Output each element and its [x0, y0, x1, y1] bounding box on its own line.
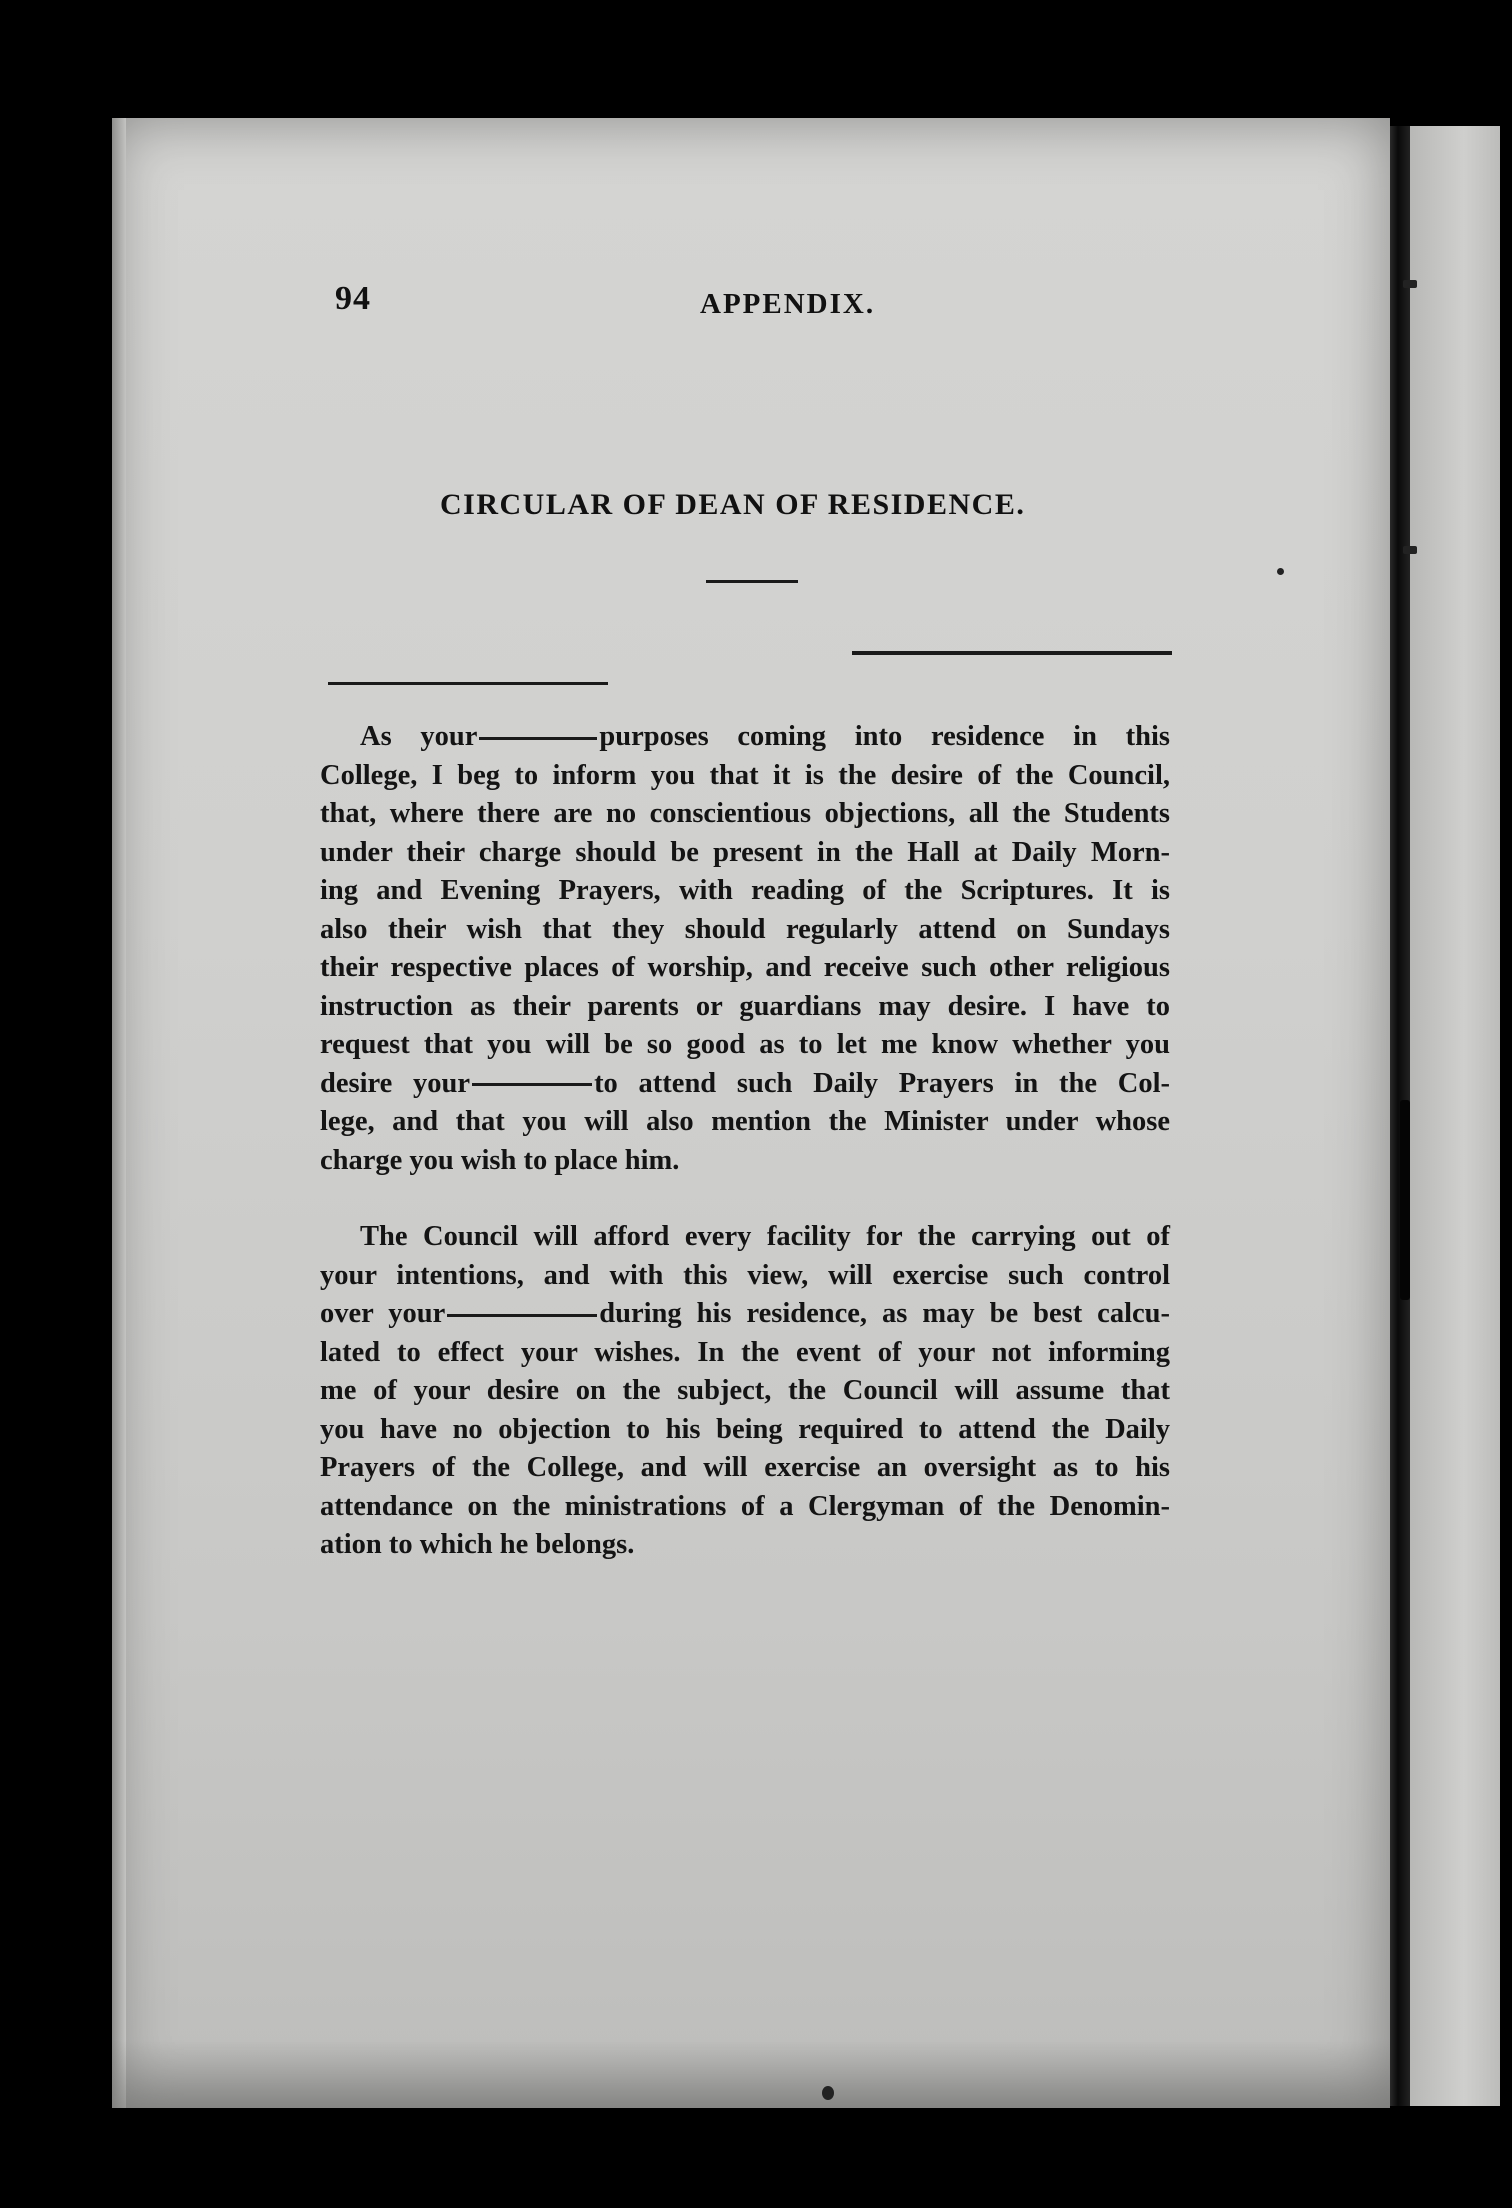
paragraph-line: lated to effect your wishes. In the event of your not informing — [320, 1336, 1170, 1368]
fill-in-blank — [479, 737, 597, 740]
paragraph-line: charge you wish to place him. — [320, 1144, 680, 1176]
paper-speck — [822, 2086, 834, 2100]
gutter-tab-mark — [1403, 546, 1417, 554]
paragraph-line: College, I beg to inform you that it is the desire of the Council, — [320, 759, 1170, 791]
paragraph-line: your intentions, and with this view, will exercise such control — [320, 1259, 1170, 1291]
adjacent-page-strip — [1410, 126, 1500, 2106]
paragraph-1 — [320, 718, 1170, 1180]
gutter-dark-band — [1400, 1100, 1410, 1300]
paragraph-2 — [320, 1218, 1170, 1565]
gutter-tab-mark — [1403, 280, 1417, 288]
paragraph-line: me of your desire on the subject, the Council will assume that — [320, 1375, 1170, 1406]
paragraph-line: The Council will afford every facility for the carrying out of — [360, 1221, 1170, 1252]
paragraph-line: Prayers of the College, and will exercise an oversight as to his — [320, 1452, 1170, 1483]
paragraph-line — [320, 718, 1170, 757]
paragraph-line: under their charge should be present in the Hall at Daily Morn- — [320, 836, 1170, 868]
paragraph-line: instruction as their parents or guardians may desire. I have to — [320, 990, 1170, 1022]
paragraph-line: also their wish that they should regularly attend on Sundays — [320, 913, 1170, 945]
page-left-edge — [112, 118, 126, 2108]
paper-speck — [1277, 568, 1284, 575]
date-blank-line — [852, 651, 1172, 655]
paragraph-line: their respective places of worship, and receive such other religious — [320, 952, 1170, 983]
page-number: 94 — [335, 280, 371, 317]
paragraph-line: attendance on the ministrations of a Clergyman of the Denomin- — [320, 1490, 1170, 1522]
line-text: As your — [360, 721, 478, 752]
running-head: APPENDIX. — [700, 288, 876, 320]
paragraph-line — [320, 1065, 1170, 1104]
line-text: desire your — [320, 1067, 471, 1099]
paragraph-line: ing and Evening Prayers, with reading of the Scriptures. It is — [320, 875, 1170, 906]
paragraph-line: request that you will be so good as to let me know whether you — [320, 1029, 1170, 1060]
line-text: during his residence, as may be best calcu- — [599, 1298, 1170, 1329]
line-text: to attend such Daily Prayers in the Col- — [594, 1067, 1170, 1099]
line-text: purposes coming into residence in this — [599, 721, 1170, 752]
paragraph-line: ation to which he belongs. — [320, 1529, 635, 1560]
title-rule — [706, 580, 798, 583]
fill-in-blank — [472, 1083, 592, 1086]
paragraph-line: lege, and that you will also mention the Minister under whose — [320, 1106, 1170, 1137]
line-text: over your — [320, 1298, 446, 1329]
circular-title: CIRCULAR OF DEAN OF RESIDENCE. — [440, 488, 1026, 521]
fill-in-blank — [447, 1314, 597, 1317]
paragraph-line: that, where there are no conscientious objections, all the Students — [320, 798, 1170, 829]
paragraph-line — [320, 1295, 1170, 1334]
page-bottom-shadow — [112, 2040, 1390, 2108]
paragraph-line: you have no objection to his being required to attend the Daily — [320, 1413, 1170, 1445]
address-blank-line — [328, 682, 608, 685]
